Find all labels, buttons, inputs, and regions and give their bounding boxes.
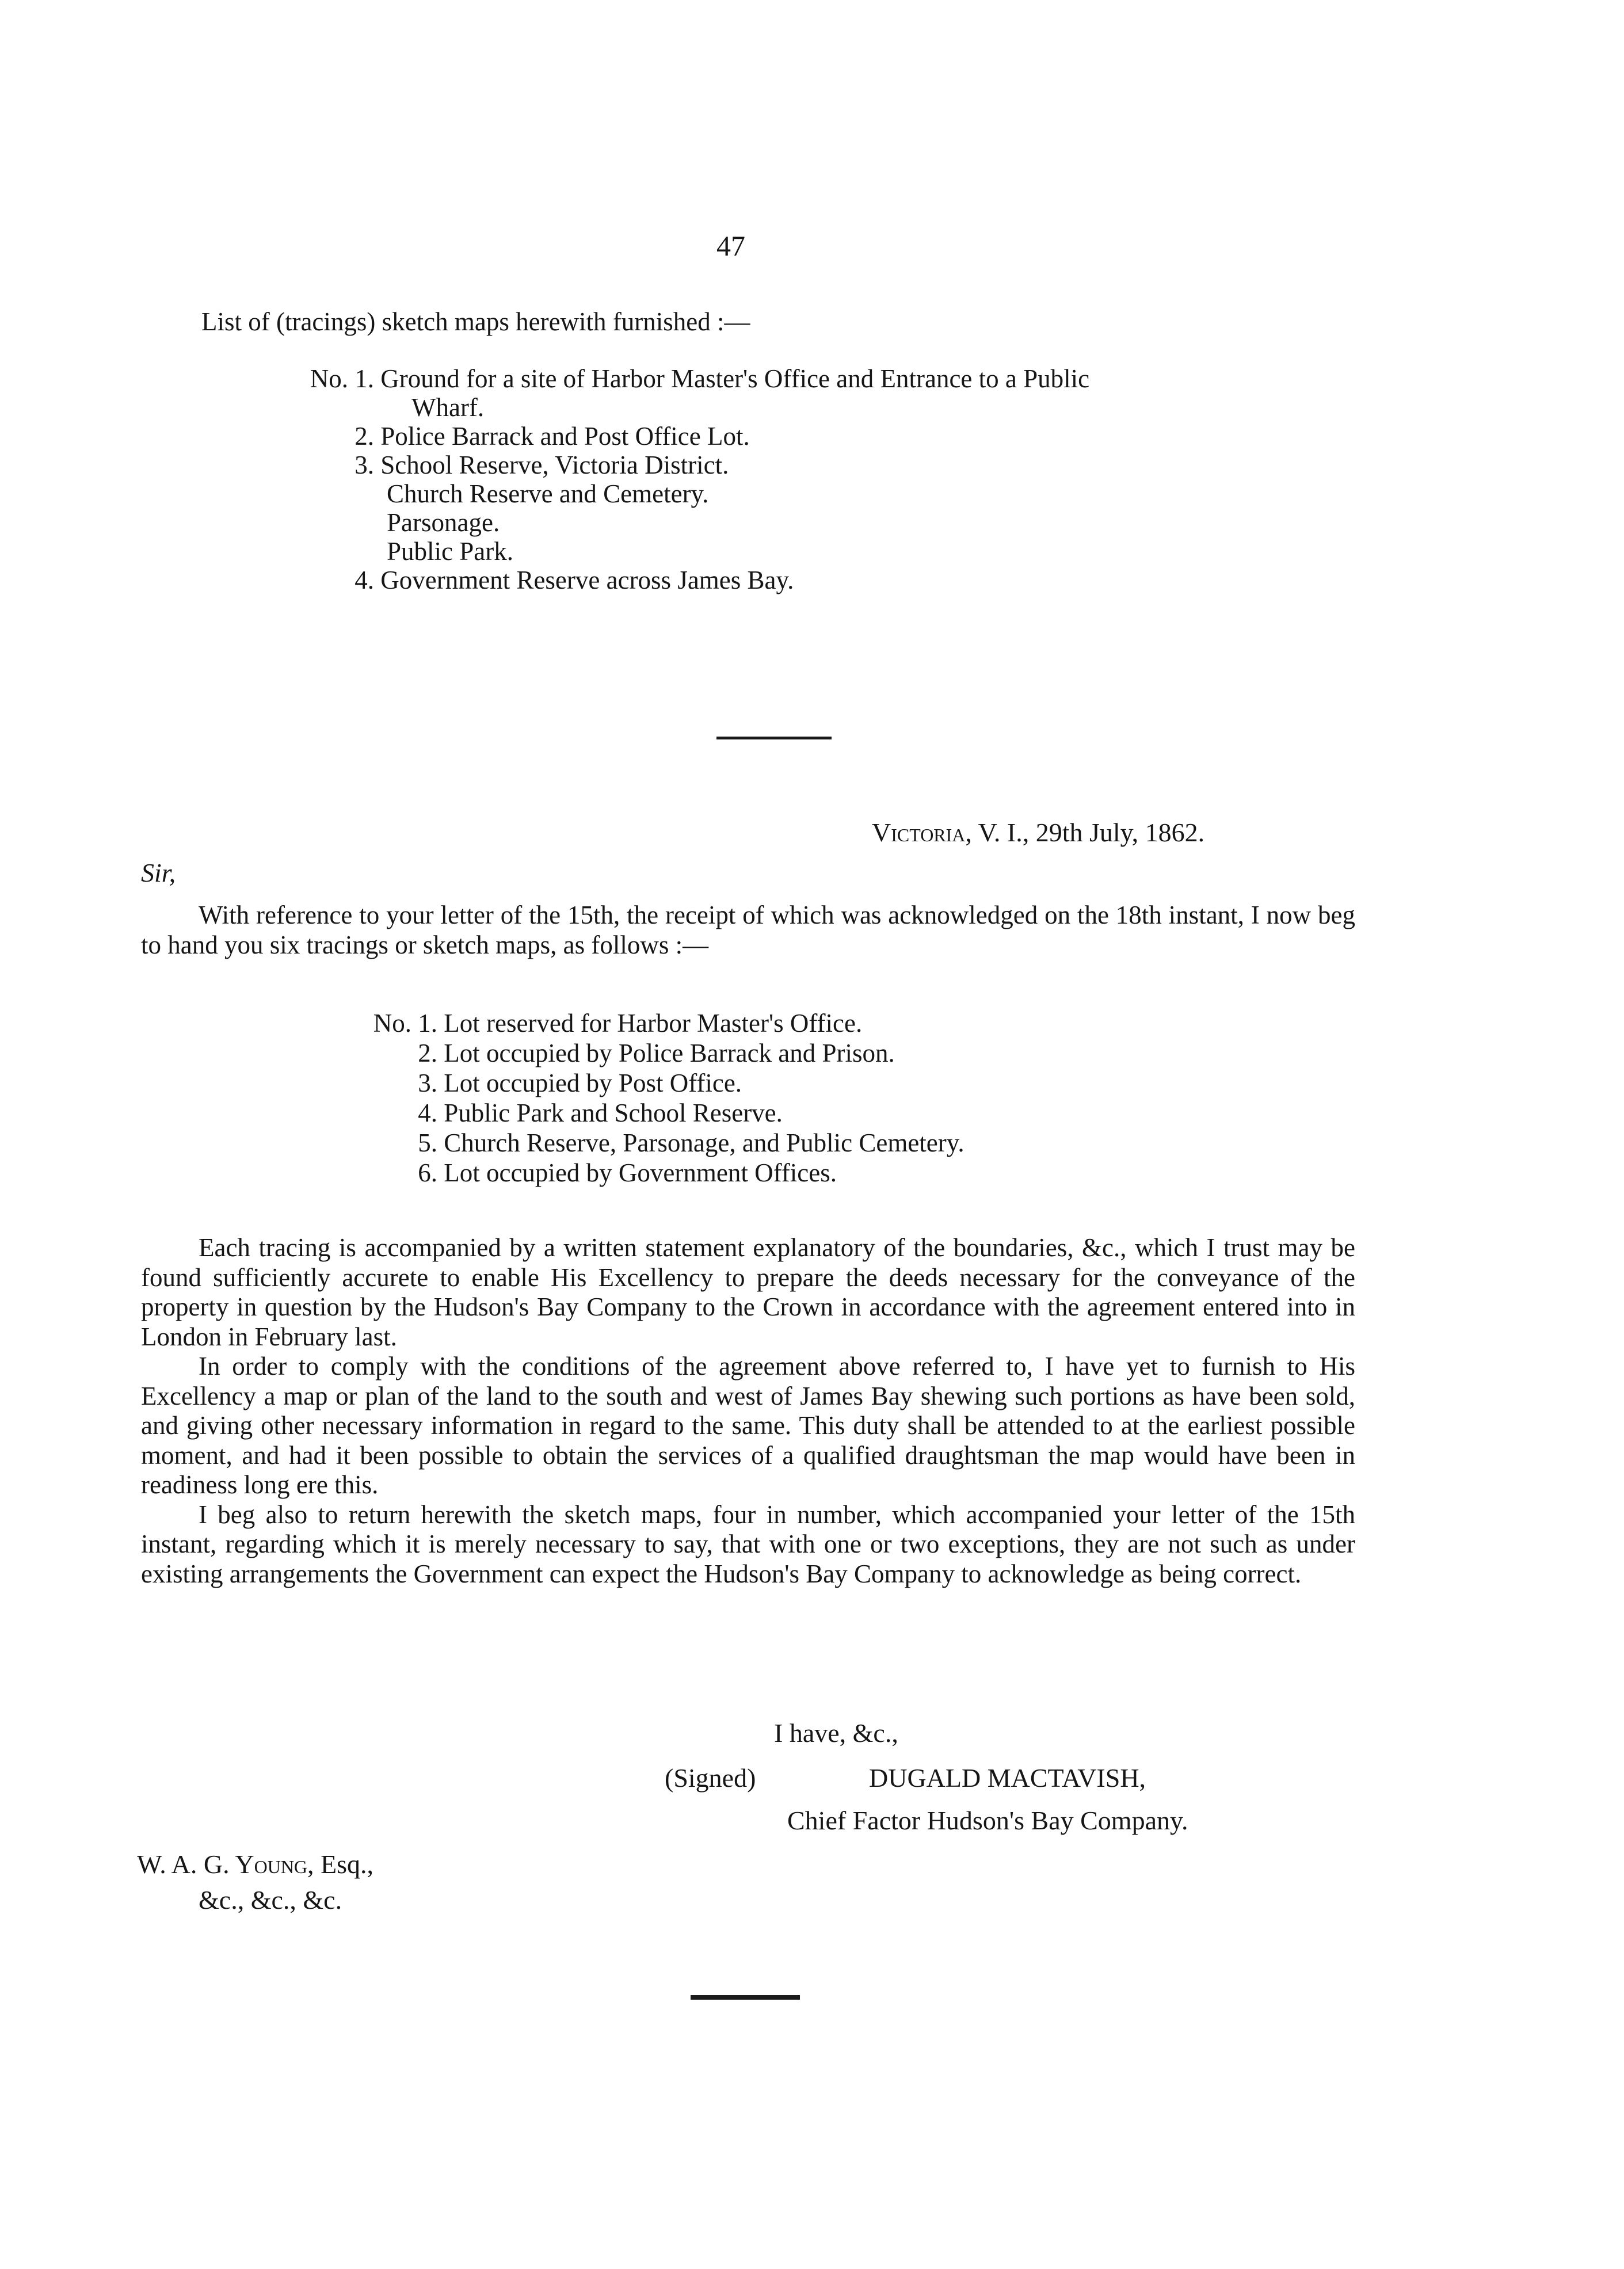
signed-label: (Signed) [665, 1763, 756, 1793]
body-paragraph: I beg also to return herewith the sketch maps, four in number, which accompanied your letter of the 15th instant, regarding which it is merely necessary to say, that with one or two exceptions, they are not such as under existing arrangements the Government can expect the Hudson's Bay Company to acknowledge as being correct. [141, 1500, 1355, 1588]
list-item-text: Church Reserve and Cemetery. [387, 479, 709, 508]
list-item [387, 508, 500, 537]
list-item-text: Ground for a site of Harbor Master's Office and Entrance to a Public [380, 364, 1090, 393]
enclosure-text: Public Park and School Reserve. [444, 1099, 783, 1127]
dateline-place: Victoria [872, 818, 966, 847]
enclosure-item [348, 1009, 862, 1038]
closing: I have, &c., [774, 1718, 898, 1748]
list-item [387, 479, 708, 508]
addressee-name: W. A. G. Young [137, 1849, 308, 1879]
enclosure-item [348, 1069, 742, 1097]
list-item-text: Parsonage. [387, 508, 500, 537]
opening-paragraph: With reference to your letter of the 15th, the receipt of which was acknowledged on the 18th instant, I now beg to hand you six tracings or sketch maps, as follows :— [141, 901, 1355, 959]
list-item-text: Government Reserve across James Bay. [380, 566, 794, 594]
signatory-title: Chief Factor Hudson's Bay Company. [787, 1806, 1188, 1835]
enclosure-item [348, 1158, 837, 1187]
enclosure-item [348, 1099, 783, 1127]
list-item [288, 422, 750, 451]
enclosure-text: Lot occupied by Post Office. [444, 1069, 742, 1097]
list-item-text: Police Barrack and Post Office Lot. [380, 422, 750, 451]
list-item-text: Wharf. [411, 393, 485, 422]
enclosure-text: Lot occupied by Police Barrack and Prison. [444, 1039, 895, 1067]
letter-dateline [872, 817, 1204, 848]
list-heading: List of (tracings) sketch maps herewith furnished :— [201, 307, 750, 336]
list-item [288, 566, 794, 594]
enclosure-text: Lot occupied by Government Offices. [444, 1158, 837, 1187]
enclosure-number: No. 1. [373, 1009, 437, 1038]
list-item-number: No. 1. [310, 364, 374, 393]
list-item-text: Public Park. [387, 537, 513, 566]
enclosure-item [348, 1128, 965, 1157]
list-item [387, 537, 513, 566]
body-paragraph: Each tracing is accompanied by a written statement explanatory of the boundaries, &c., which I trust may be found sufficiently accurete to enable His Excellency to prepare the deeds necessary for the conveyance of the property in question by the Hudson's Bay Company to the Crown in accordance with the agreement entered into in London in February last. [141, 1233, 1355, 1351]
addressee-etc: &c., &c., &c. [199, 1885, 342, 1915]
enclosure-number: 4. [418, 1099, 437, 1127]
list-item-number: 4. [354, 566, 374, 594]
addressee [137, 1849, 373, 1879]
enclosure-number: 3. [418, 1069, 437, 1097]
list-item [288, 364, 1089, 393]
enclosure-text: Church Reserve, Parsonage, and Public Cemetery. [444, 1128, 965, 1157]
section-divider [716, 737, 832, 739]
body-paragraph: In order to comply with the conditions of the agreement above referred to, I have yet to furnish to His Excellency a map or plan of the land to the south and west of James Bay shewing such portions as have been sold, and giving other necessary information in regard to the same. This duty shall be attended to at the earliest possible moment, and had it been possible to obtain the services of a qualified draughtsman the map would have been in readiness long ere this. [141, 1352, 1355, 1499]
salutation: Sir, [141, 858, 176, 887]
addressee-suffix: , Esq., [307, 1849, 374, 1879]
list-item [411, 393, 484, 422]
enclosure-item [348, 1039, 895, 1067]
list-item [288, 451, 729, 479]
page-number: 47 [716, 230, 745, 262]
enclosure-number: 5. [418, 1128, 437, 1157]
letter-body [141, 1233, 1355, 1589]
list-item-number: 3. [354, 451, 374, 479]
enclosure-number: 6. [418, 1158, 437, 1187]
list-item-number: 2. [354, 422, 374, 451]
dateline-date: , V. I., 29th July, 1862. [965, 818, 1205, 847]
closing-divider [691, 1995, 800, 2000]
enclosure-number: 2. [418, 1039, 437, 1067]
list-item-text: School Reserve, Victoria District. [380, 451, 729, 479]
enclosure-text: Lot reserved for Harbor Master's Office. [444, 1009, 863, 1038]
signatory: DUGALD MACTAVISH, [869, 1763, 1146, 1793]
